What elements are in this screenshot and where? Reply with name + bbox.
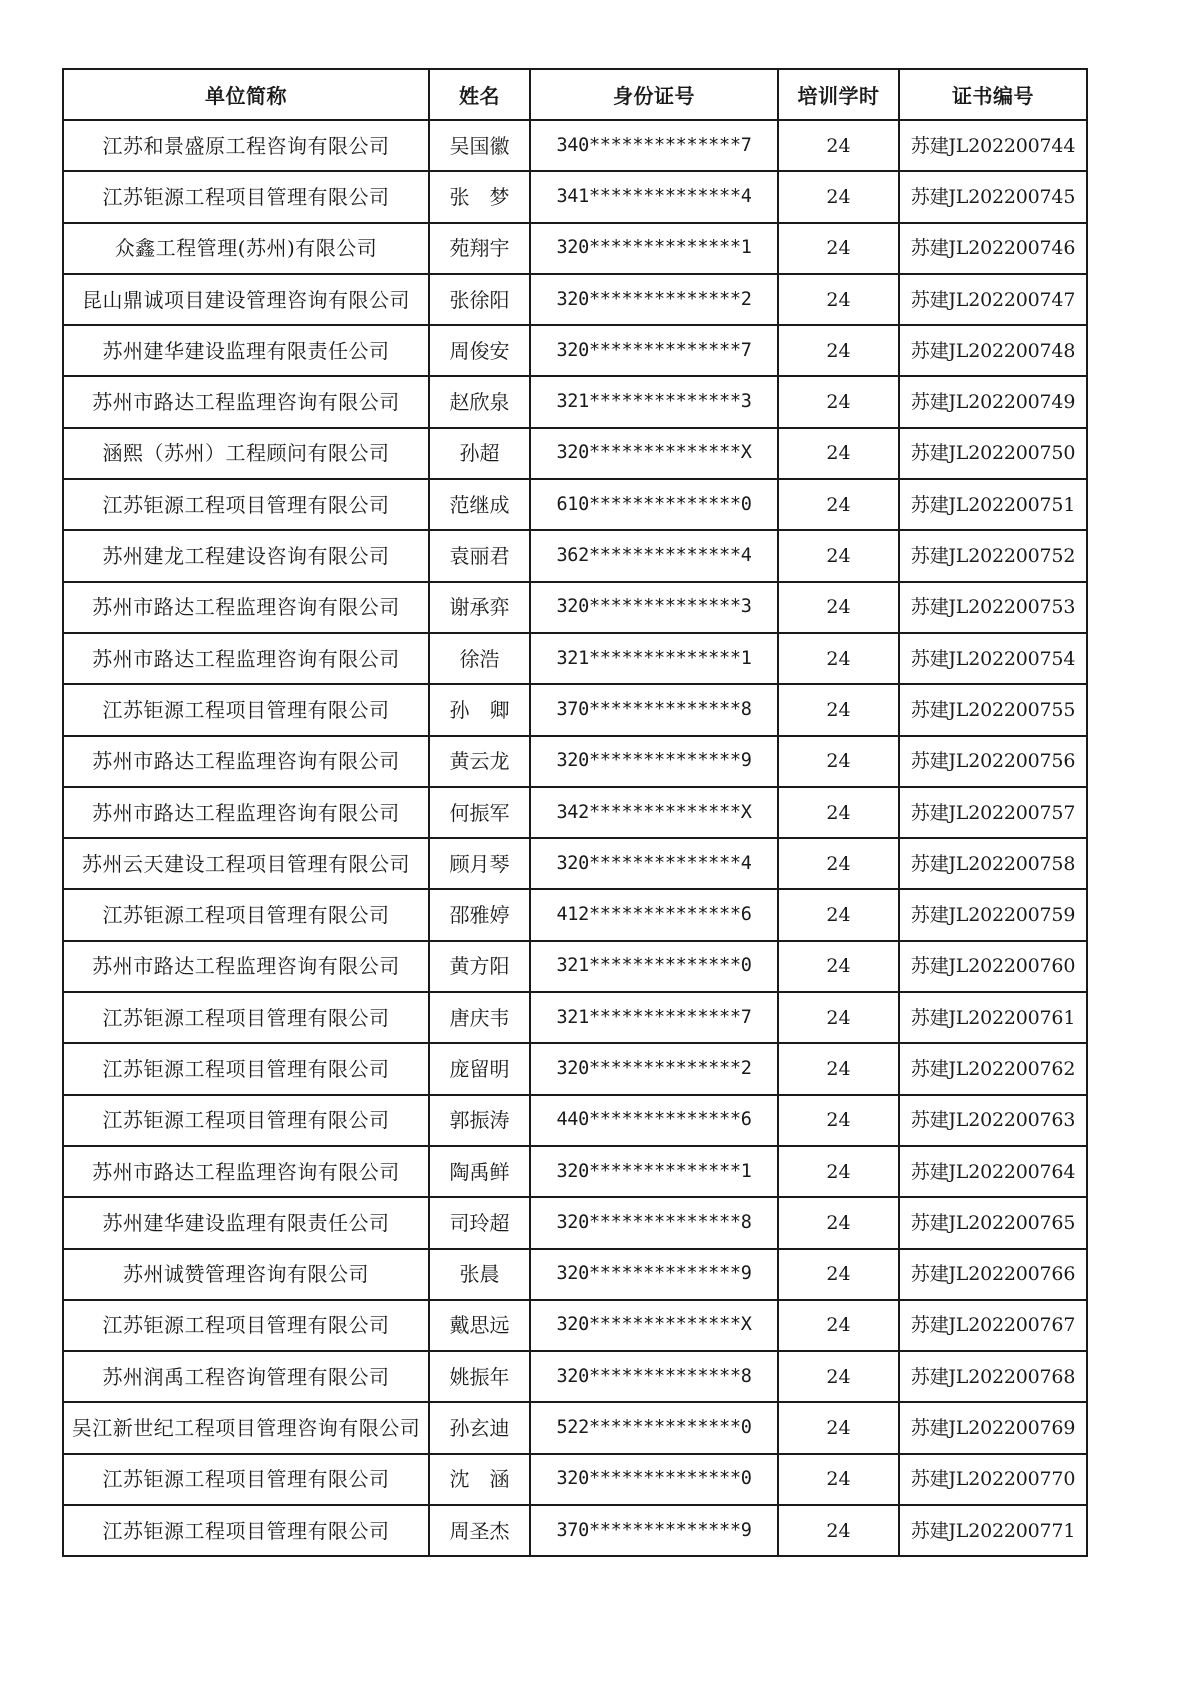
table-row [63, 633, 1087, 684]
cell-unit: 苏州云天建设工程项目管理有限公司 [63, 838, 429, 889]
table-row [63, 787, 1087, 838]
cell-training-hours: 24 [778, 1095, 899, 1146]
cell-unit: 江苏钜源工程项目管理有限公司 [63, 479, 429, 530]
table-row [63, 1402, 1087, 1453]
cell-id-number: 341**************4 [530, 171, 778, 222]
cell-training-hours: 24 [778, 274, 899, 325]
header-unit: 单位简称 [63, 69, 429, 120]
cell-training-hours: 24 [778, 684, 899, 735]
table-row [63, 992, 1087, 1043]
cell-unit: 涵熙（苏州）工程顾问有限公司 [63, 428, 429, 479]
cell-id-number: 610**************0 [530, 479, 778, 530]
cell-name: 谢承弈 [429, 582, 530, 633]
cell-name: 孙 卿 [429, 684, 530, 735]
cell-name: 陶禹鲜 [429, 1146, 530, 1197]
cell-name: 范继成 [429, 479, 530, 530]
cell-certificate-number: 苏建JL202200764 [899, 1146, 1087, 1197]
cell-name: 黄云龙 [429, 736, 530, 787]
table-row [63, 325, 1087, 376]
cell-unit: 苏州诚赞管理咨询有限公司 [63, 1249, 429, 1300]
table-row [63, 1300, 1087, 1351]
table-row [63, 1249, 1087, 1300]
cell-training-hours: 24 [778, 992, 899, 1043]
cell-certificate-number: 苏建JL202200753 [899, 582, 1087, 633]
cell-unit: 苏州建华建设监理有限责任公司 [63, 1197, 429, 1248]
cell-id-number: 320**************8 [530, 1197, 778, 1248]
cell-unit: 江苏钜源工程项目管理有限公司 [63, 1454, 429, 1505]
table-row [63, 838, 1087, 889]
cell-unit: 昆山鼎诚项目建设管理咨询有限公司 [63, 274, 429, 325]
cell-certificate-number: 苏建JL202200750 [899, 428, 1087, 479]
cell-name: 张徐阳 [429, 274, 530, 325]
cell-unit: 江苏钜源工程项目管理有限公司 [63, 992, 429, 1043]
cell-unit: 苏州润禹工程咨询管理有限公司 [63, 1351, 429, 1402]
cell-certificate-number: 苏建JL202200751 [899, 479, 1087, 530]
cell-certificate-number: 苏建JL202200745 [899, 171, 1087, 222]
cell-unit: 吴江新世纪工程项目管理咨询有限公司 [63, 1402, 429, 1453]
cell-id-number: 321**************3 [530, 376, 778, 427]
table-row [63, 1351, 1087, 1402]
cell-unit: 苏州市路达工程监理咨询有限公司 [63, 1146, 429, 1197]
cell-unit: 江苏钜源工程项目管理有限公司 [63, 684, 429, 735]
cell-training-hours: 24 [778, 171, 899, 222]
cell-id-number: 320**************X [530, 428, 778, 479]
table-row [63, 1146, 1087, 1197]
cell-name: 戴思远 [429, 1300, 530, 1351]
table-row [63, 223, 1087, 274]
cell-name: 吴国徽 [429, 120, 530, 171]
cell-training-hours: 24 [778, 376, 899, 427]
header-name: 姓名 [429, 69, 530, 120]
cell-training-hours: 24 [778, 1043, 899, 1094]
cell-id-number: 340**************7 [530, 120, 778, 171]
cell-certificate-number: 苏建JL202200749 [899, 376, 1087, 427]
cell-certificate-number: 苏建JL202200769 [899, 1402, 1087, 1453]
cell-certificate-number: 苏建JL202200771 [899, 1505, 1087, 1556]
cell-name: 何振军 [429, 787, 530, 838]
cell-name: 孙玄迪 [429, 1402, 530, 1453]
cell-training-hours: 24 [778, 479, 899, 530]
cell-training-hours: 24 [778, 428, 899, 479]
cell-id-number: 320**************1 [530, 223, 778, 274]
cell-unit: 众鑫工程管理(苏州)有限公司 [63, 223, 429, 274]
cell-id-number: 320**************2 [530, 274, 778, 325]
cell-certificate-number: 苏建JL202200760 [899, 941, 1087, 992]
table-row [63, 274, 1087, 325]
cell-name: 沈 涵 [429, 1454, 530, 1505]
table-row [63, 376, 1087, 427]
cell-training-hours: 24 [778, 1454, 899, 1505]
cell-training-hours: 24 [778, 838, 899, 889]
cell-unit: 苏州建华建设监理有限责任公司 [63, 325, 429, 376]
cell-unit: 苏州市路达工程监理咨询有限公司 [63, 582, 429, 633]
cell-id-number: 320**************1 [530, 1146, 778, 1197]
cell-unit: 江苏钜源工程项目管理有限公司 [63, 1300, 429, 1351]
cell-certificate-number: 苏建JL202200747 [899, 274, 1087, 325]
cell-unit: 苏州市路达工程监理咨询有限公司 [63, 736, 429, 787]
cell-id-number: 412**************6 [530, 889, 778, 940]
header-id-number: 身份证号 [530, 69, 778, 120]
cell-certificate-number: 苏建JL202200761 [899, 992, 1087, 1043]
cell-id-number: 320**************3 [530, 582, 778, 633]
cell-id-number: 320**************X [530, 1300, 778, 1351]
cell-unit: 苏州市路达工程监理咨询有限公司 [63, 633, 429, 684]
cell-certificate-number: 苏建JL202200767 [899, 1300, 1087, 1351]
cell-unit: 江苏钜源工程项目管理有限公司 [63, 889, 429, 940]
table-row [63, 530, 1087, 581]
header-certificate-number: 证书编号 [899, 69, 1087, 120]
cell-training-hours: 24 [778, 223, 899, 274]
header-row [63, 69, 1087, 120]
cell-id-number: 440**************6 [530, 1095, 778, 1146]
cell-id-number: 320**************7 [530, 325, 778, 376]
cell-certificate-number: 苏建JL202200746 [899, 223, 1087, 274]
cell-training-hours: 24 [778, 941, 899, 992]
cell-id-number: 320**************9 [530, 736, 778, 787]
cell-name: 张 梦 [429, 171, 530, 222]
cell-id-number: 320**************2 [530, 1043, 778, 1094]
cell-id-number: 321**************0 [530, 941, 778, 992]
cell-certificate-number: 苏建JL202200766 [899, 1249, 1087, 1300]
table-row [63, 428, 1087, 479]
cell-name: 司玲超 [429, 1197, 530, 1248]
table-row [63, 941, 1087, 992]
cell-unit: 江苏钜源工程项目管理有限公司 [63, 1095, 429, 1146]
cell-certificate-number: 苏建JL202200758 [899, 838, 1087, 889]
cell-id-number: 320**************8 [530, 1351, 778, 1402]
cell-unit: 江苏和景盛原工程咨询有限公司 [63, 120, 429, 171]
cell-unit: 苏州市路达工程监理咨询有限公司 [63, 941, 429, 992]
cell-id-number: 321**************7 [530, 992, 778, 1043]
cell-name: 赵欣泉 [429, 376, 530, 427]
cell-name: 孙超 [429, 428, 530, 479]
cell-name: 顾月琴 [429, 838, 530, 889]
table-row [63, 582, 1087, 633]
cell-name: 袁丽君 [429, 530, 530, 581]
table-row [63, 120, 1087, 171]
cell-certificate-number: 苏建JL202200757 [899, 787, 1087, 838]
table-row [63, 1043, 1087, 1094]
cell-certificate-number: 苏建JL202200748 [899, 325, 1087, 376]
cell-name: 徐浩 [429, 633, 530, 684]
cell-unit: 苏州市路达工程监理咨询有限公司 [63, 787, 429, 838]
cell-unit: 苏州建龙工程建设咨询有限公司 [63, 530, 429, 581]
cell-certificate-number: 苏建JL202200752 [899, 530, 1087, 581]
cell-name: 郭振涛 [429, 1095, 530, 1146]
cell-training-hours: 24 [778, 120, 899, 171]
cell-certificate-number: 苏建JL202200768 [899, 1351, 1087, 1402]
cell-certificate-number: 苏建JL202200763 [899, 1095, 1087, 1146]
cell-certificate-number: 苏建JL202200762 [899, 1043, 1087, 1094]
cell-training-hours: 24 [778, 582, 899, 633]
table-row [63, 684, 1087, 735]
document-page [62, 68, 1086, 1557]
cell-training-hours: 24 [778, 633, 899, 684]
cell-name: 周圣杰 [429, 1505, 530, 1556]
table-row [63, 171, 1087, 222]
table-row [63, 736, 1087, 787]
cell-name: 周俊安 [429, 325, 530, 376]
table-row [63, 479, 1087, 530]
table-row [63, 1095, 1087, 1146]
cell-name: 姚振年 [429, 1351, 530, 1402]
cell-id-number: 362**************4 [530, 530, 778, 581]
cell-id-number: 320**************9 [530, 1249, 778, 1300]
cell-training-hours: 24 [778, 1300, 899, 1351]
cell-id-number: 370**************9 [530, 1505, 778, 1556]
cell-name: 邵雅婷 [429, 889, 530, 940]
cell-unit: 苏州市路达工程监理咨询有限公司 [63, 376, 429, 427]
table-row [63, 889, 1087, 940]
cell-certificate-number: 苏建JL202200770 [899, 1454, 1087, 1505]
cell-training-hours: 24 [778, 1146, 899, 1197]
cell-id-number: 320**************4 [530, 838, 778, 889]
table-row [63, 1197, 1087, 1248]
cell-name: 黄方阳 [429, 941, 530, 992]
cell-id-number: 320**************0 [530, 1454, 778, 1505]
header-training-hours: 培训学时 [778, 69, 899, 120]
cell-certificate-number: 苏建JL202200759 [899, 889, 1087, 940]
cell-certificate-number: 苏建JL202200756 [899, 736, 1087, 787]
cell-id-number: 522**************0 [530, 1402, 778, 1453]
cell-id-number: 342**************X [530, 787, 778, 838]
cell-training-hours: 24 [778, 1402, 899, 1453]
table-body [63, 120, 1087, 1556]
cell-unit: 江苏钜源工程项目管理有限公司 [63, 171, 429, 222]
cell-certificate-number: 苏建JL202200754 [899, 633, 1087, 684]
cell-training-hours: 24 [778, 736, 899, 787]
cell-name: 苑翔宇 [429, 223, 530, 274]
cell-training-hours: 24 [778, 1505, 899, 1556]
cell-training-hours: 24 [778, 787, 899, 838]
cell-training-hours: 24 [778, 325, 899, 376]
training-certificate-table [62, 68, 1088, 1557]
cell-training-hours: 24 [778, 889, 899, 940]
cell-certificate-number: 苏建JL202200755 [899, 684, 1087, 735]
cell-name: 庞留明 [429, 1043, 530, 1094]
cell-certificate-number: 苏建JL202200744 [899, 120, 1087, 171]
cell-training-hours: 24 [778, 1197, 899, 1248]
cell-certificate-number: 苏建JL202200765 [899, 1197, 1087, 1248]
table-row [63, 1505, 1087, 1556]
cell-name: 唐庆韦 [429, 992, 530, 1043]
cell-unit: 江苏钜源工程项目管理有限公司 [63, 1043, 429, 1094]
cell-training-hours: 24 [778, 1249, 899, 1300]
cell-training-hours: 24 [778, 530, 899, 581]
cell-training-hours: 24 [778, 1351, 899, 1402]
cell-id-number: 370**************8 [530, 684, 778, 735]
table-row [63, 1454, 1087, 1505]
cell-name: 张晨 [429, 1249, 530, 1300]
cell-unit: 江苏钜源工程项目管理有限公司 [63, 1505, 429, 1556]
cell-id-number: 321**************1 [530, 633, 778, 684]
